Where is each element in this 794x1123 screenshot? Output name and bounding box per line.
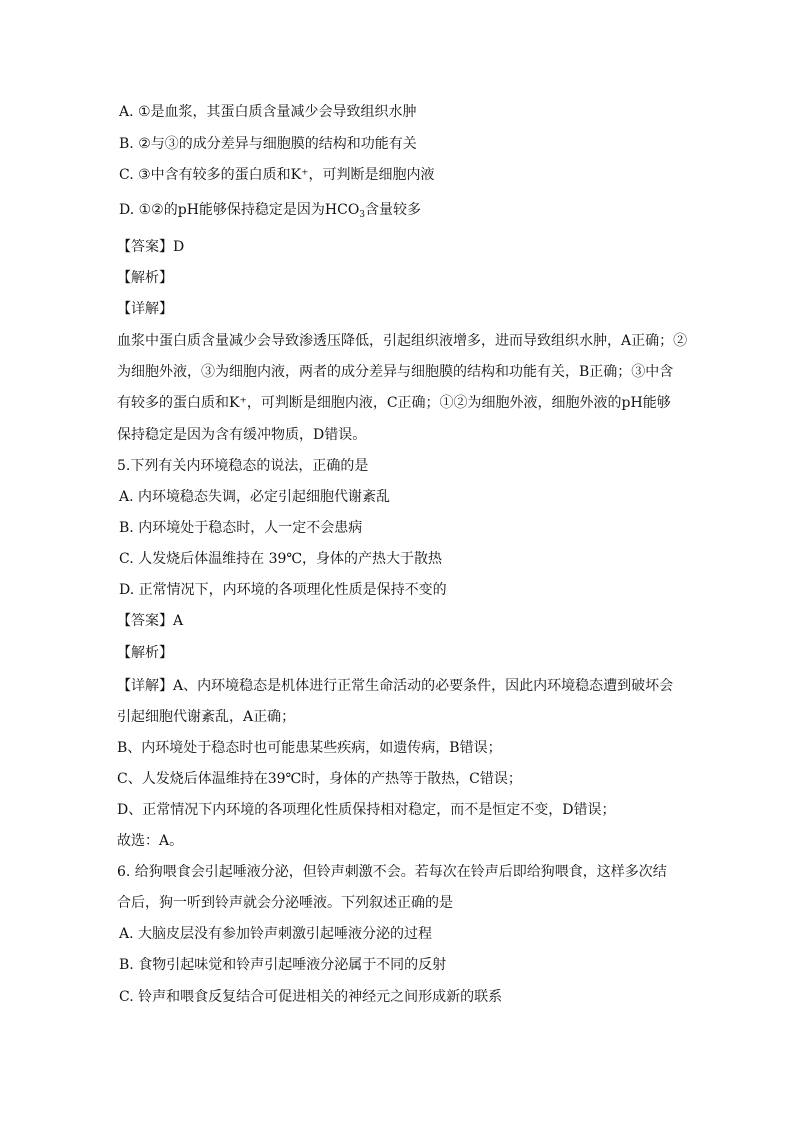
q5-detail-line: D、正常情况下内环境的各项理化性质保持相对稳定，而不是恒定不变，D错误； bbox=[117, 802, 616, 818]
q4-detail-line: 有较多的蛋白质和K⁺，可判断是细胞内液，C正确；①②为细胞外液，细胞外液的pH能够 bbox=[117, 395, 671, 411]
q6-option-a: A. 大脑皮层没有参加铃声刺激引起唾液分泌的过程 bbox=[119, 926, 433, 942]
q5-detail-line: 【详解】A、内环境稳态是机体进行正常生命活动的必要条件，因此内环境稳态遭到破坏会 bbox=[117, 678, 674, 694]
q4-option-d-text: D. ①②的pH能够保持稳定是因为HCO bbox=[119, 202, 360, 218]
q5-option-d: D. 正常情况下，内环境的各项理化性质是保持不变的 bbox=[119, 582, 447, 598]
q5-detail-line: C、人发烧后体温维持在39℃时，身体的产热等于散热，C错误； bbox=[117, 771, 522, 787]
q5-detail-line: 引起细胞代谢紊乱，A正确； bbox=[117, 709, 296, 725]
q6-option-b: B. 食物引起味觉和铃声引起唾液分泌属于不同的反射 bbox=[119, 957, 447, 973]
q5-option-a: A. 内环境稳态失调，必定引起细胞代谢紊乱 bbox=[119, 489, 391, 505]
q4-option-c: C. ③中含有较多的蛋白质和K⁺，可判断是细胞内液 bbox=[119, 167, 435, 183]
q4-detail-line: 为细胞外液，③为细胞内液，两者的成分差异与细胞膜的结构和功能有关，B正确；③中含 bbox=[117, 364, 674, 380]
q4-option-b: B. ②与③的成分差异与细胞膜的结构和功能有关 bbox=[119, 136, 417, 152]
q4-option-a: A. ①是血浆，其蛋白质含量减少会导致组织水肿 bbox=[119, 104, 417, 120]
q5-conclusion: 故选：A。 bbox=[117, 833, 184, 849]
q4-detail-line: 保持稳定是因为含有缓冲物质，D错误。 bbox=[117, 427, 367, 443]
q4-option-d bbox=[119, 200, 421, 225]
q4-option-d-subscript: 3 bbox=[359, 210, 366, 220]
q5-detail-line: B、内环境处于稳态时也可能患某些疾病，如遗传病，B错误； bbox=[117, 740, 502, 756]
q4-detail-heading: 【详解】 bbox=[117, 301, 173, 317]
q5-stem: 5.下列有关内环境稳态的说法，正确的是 bbox=[117, 458, 369, 474]
q5-answer: 【答案】A bbox=[117, 613, 184, 629]
q4-analysis-heading: 【解析】 bbox=[117, 270, 173, 286]
q4-answer: 【答案】D bbox=[117, 239, 185, 255]
q5-option-c: C. 人发烧后体温维持在 39℃，身体的产热大于散热 bbox=[119, 551, 443, 567]
q6-stem-line: 6. 给狗喂食会引起唾液分泌，但铃声刺激不会。若每次在铃声后即给狗喂食，这样多次结 bbox=[117, 864, 667, 880]
q5-option-b: B. 内环境处于稳态时，人一定不会患病 bbox=[119, 520, 363, 536]
q4-option-d-text-end: 含量较多 bbox=[365, 202, 422, 218]
q6-option-c: C. 铃声和喂食反复结合可促进相关的神经元之间形成新的联系 bbox=[119, 989, 503, 1005]
q5-analysis-heading: 【解析】 bbox=[117, 645, 173, 661]
q4-detail-line: 血浆中蛋白质含量减少会导致渗透压降低，引起组织液增多，进而导致组织水肿，A正确；② bbox=[117, 333, 688, 349]
q6-stem-line: 合后，狗一听到铃声就会分泌唾液。下列叙述正确的是 bbox=[117, 895, 453, 911]
